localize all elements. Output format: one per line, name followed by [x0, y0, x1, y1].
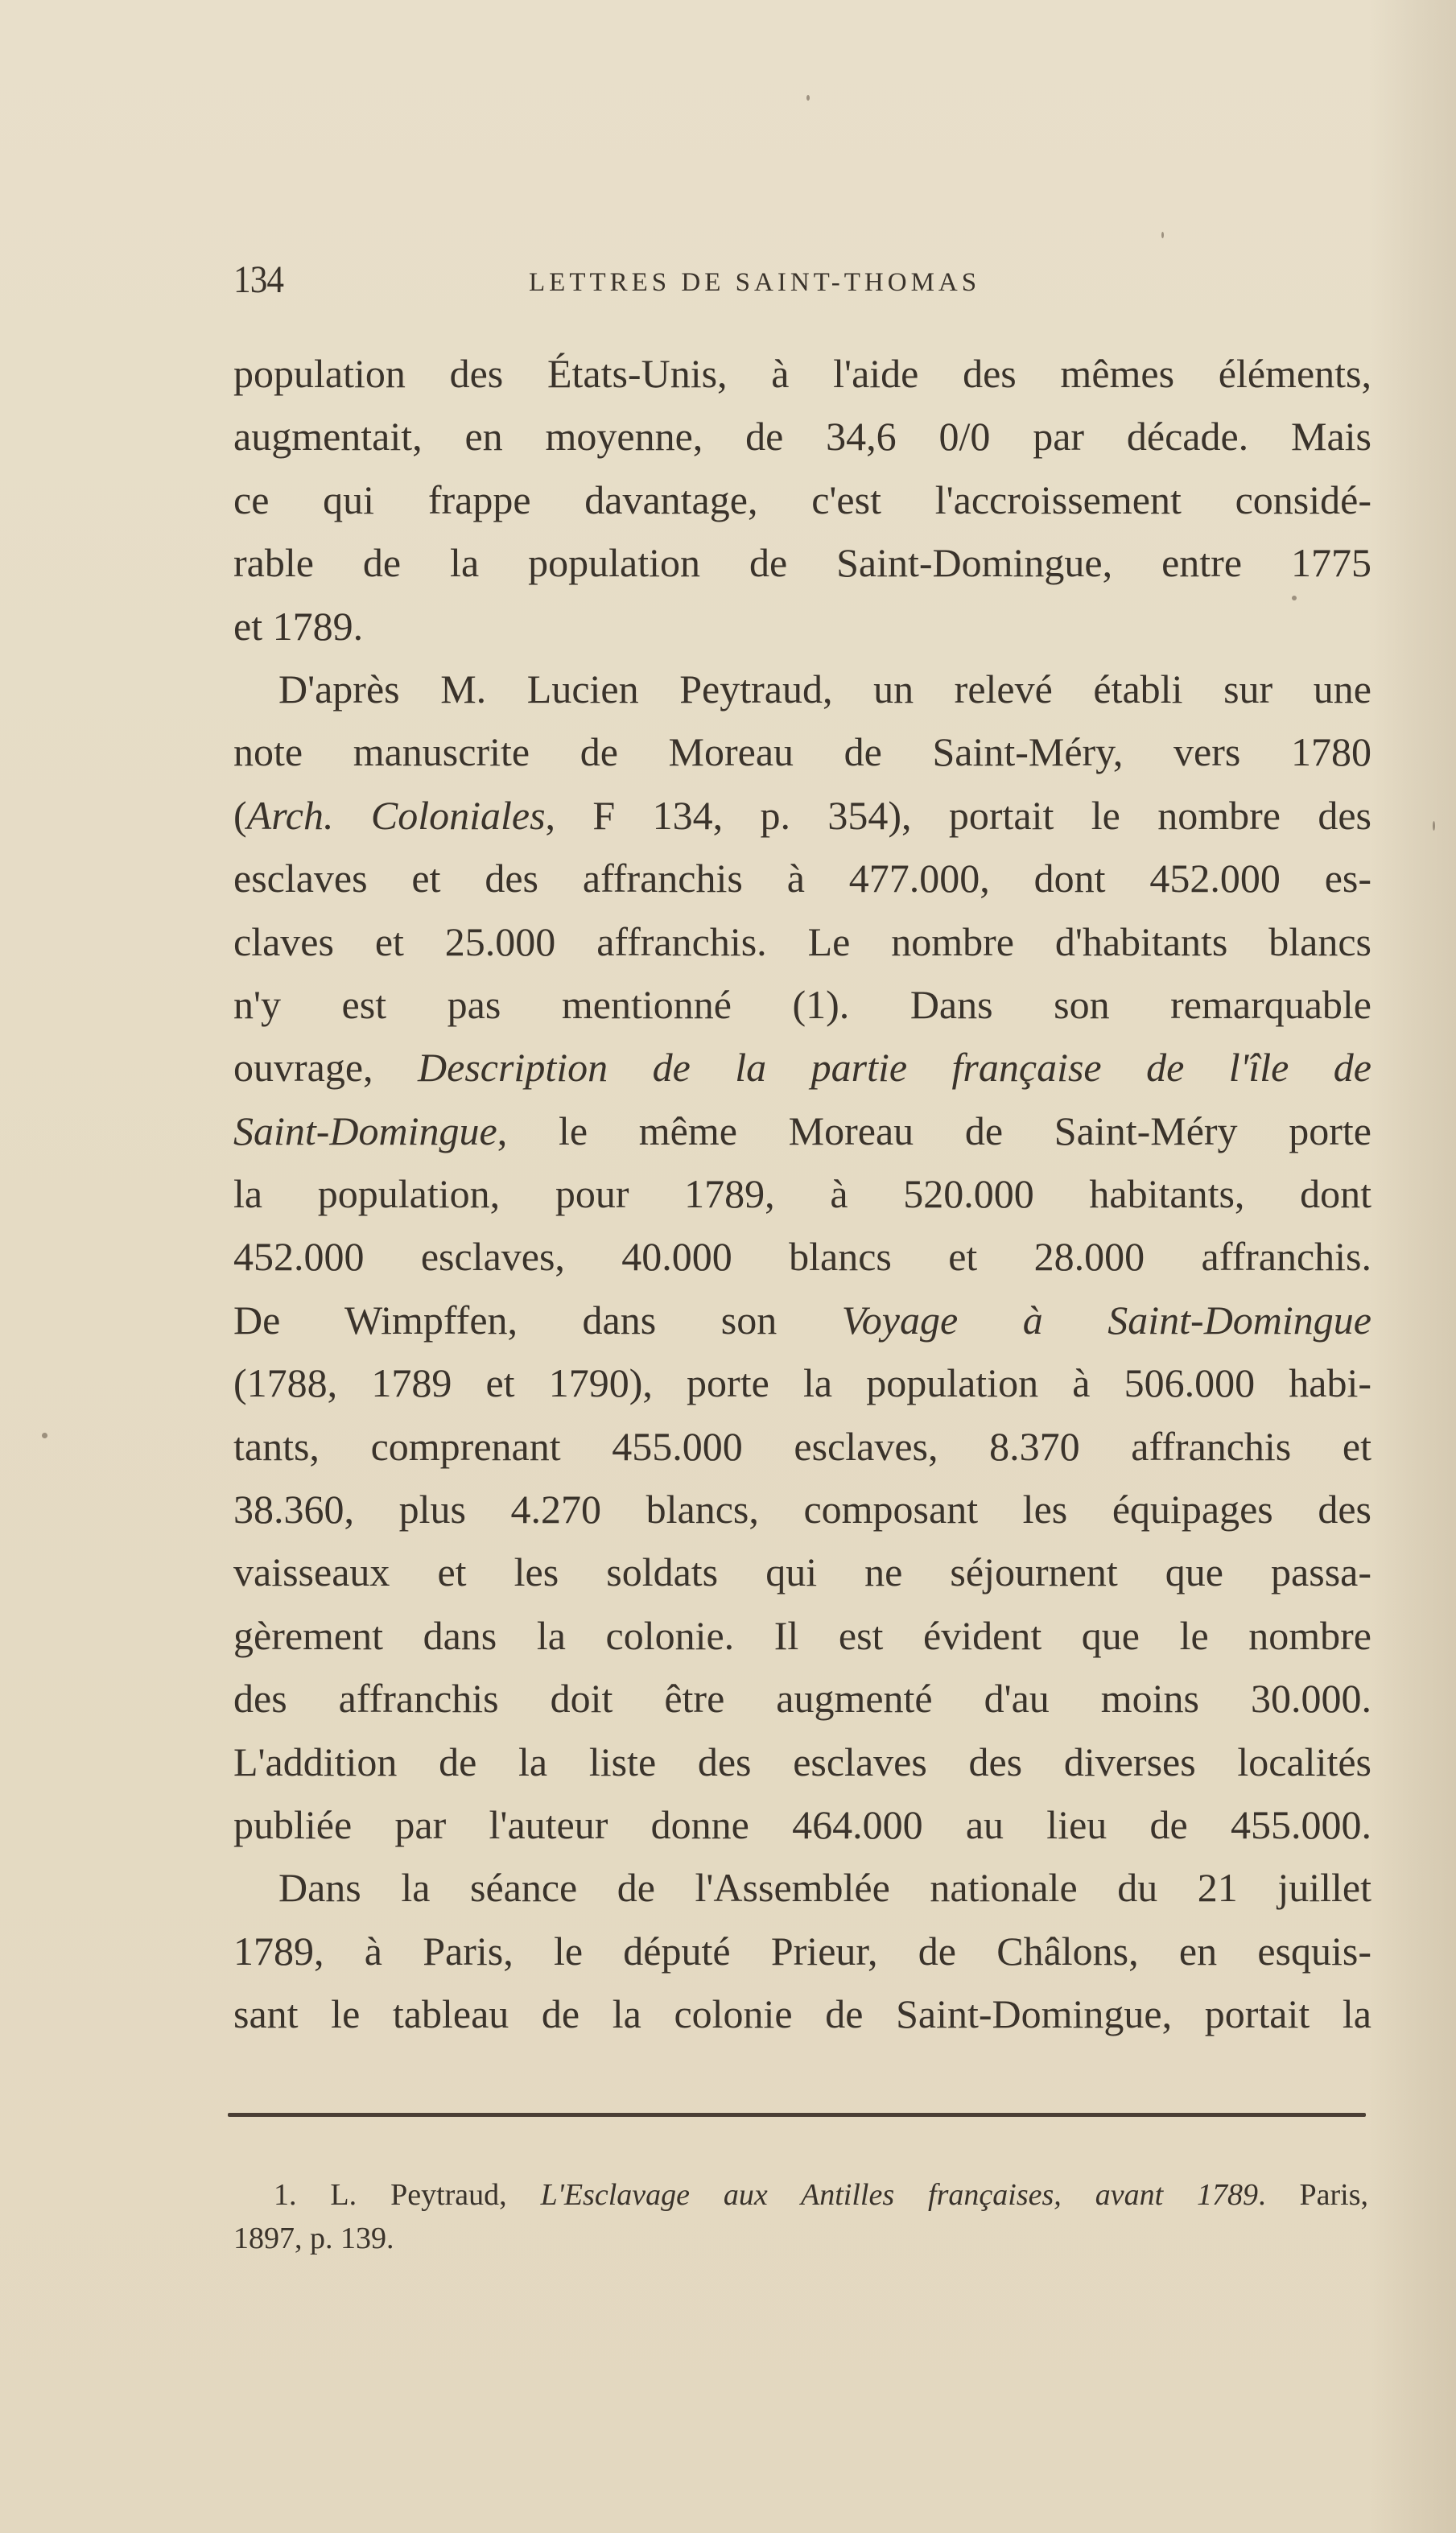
text-line: publiée par l'auteur donne 464.000 au lieu de 455.000. — [233, 1801, 1371, 1847]
running-title: LETTRES DE SAINT-THOMAS — [529, 268, 981, 297]
footnote-line — [233, 2173, 1368, 2217]
text-line: 452.000 esclaves, 40.000 blancs et 28.000 affranchis. — [233, 1234, 1371, 1280]
text-line: Dans la séance de l'Assemblée nationale du 21 juillet — [278, 1865, 1371, 1911]
footnote-separator-rule — [228, 2113, 1366, 2117]
italic-title: Voyage à Saint-Domingue — [841, 1297, 1371, 1343]
text-line: des affranchis doit être augmenté d'au moins 30.000. — [233, 1676, 1371, 1722]
text-line: tants, comprenant 455.000 esclaves, 8.370 affranchis et — [233, 1423, 1371, 1469]
text-run: . Paris, — [1258, 2178, 1368, 2212]
text-line: note manuscrite de Moreau de Saint-Méry, vers 1780 — [233, 729, 1371, 775]
footnotes — [233, 2173, 1368, 2260]
paper-speck — [1433, 821, 1435, 831]
italic-title: L'Esclavage aux Antilles françaises, avant 1789 — [540, 2178, 1259, 2212]
text-line: D'après M. Lucien Peytraud, un relevé établi sur une — [278, 666, 1371, 712]
text-line: sant le tableau de la colonie de Saint-Domingue, portait la — [233, 1991, 1371, 2037]
text-line: esclaves et des affranchis à 477.000, dont 452.000 es- — [233, 856, 1371, 901]
text-line: rable de la population de Saint-Domingue, entre 1775 — [233, 540, 1371, 586]
footnote-line: 1897, p. 139. — [233, 2222, 394, 2255]
text-line — [233, 1036, 1371, 1099]
italic-title: Description de la partie française de l'île de — [418, 1045, 1371, 1091]
text-line — [233, 1099, 1371, 1162]
text-line: population des États-Unis, à l'aide des mêmes éléments, — [233, 351, 1371, 396]
text-run: L. Peytraud, — [296, 2178, 541, 2212]
text-line: la population, pour 1789, à 520.000 habitants, dont — [233, 1171, 1371, 1217]
text-line — [233, 784, 1371, 847]
paper-speck — [42, 1433, 47, 1438]
body-text — [233, 342, 1371, 2046]
text-run: , le même Moreau de Saint-Méry porte — [497, 1108, 1371, 1153]
text-line: (1788, 1789 et 1790), porte la population à 506.000 habi- — [233, 1360, 1371, 1406]
text-line: claves et 25.000 affranchis. Le nombre d'habitants blancs — [233, 918, 1371, 964]
text-line: vaisseaux et les soldats qui ne séjournent que passa- — [233, 1549, 1371, 1595]
text-line: augmentait, en moyenne, de 34,6 0/0 par décade. Mais — [233, 414, 1371, 460]
running-head — [233, 256, 1368, 304]
text-line: L'addition de la liste des esclaves des diverses localités — [233, 1739, 1371, 1784]
text-line — [233, 1289, 1371, 1351]
italic-title: Saint-Domingue — [233, 1108, 497, 1153]
paper-speck — [1292, 596, 1297, 600]
text-run: ouvrage, — [233, 1045, 419, 1091]
page-number: 134 — [233, 258, 284, 301]
text-run: ( — [233, 792, 247, 838]
text-run: De Wimpffen, dans son — [233, 1297, 842, 1343]
text-line: ce qui frappe davantage, c'est l'accroissement considé- — [233, 476, 1371, 522]
text-line: gèrement dans la colonie. Il est évident que le nombre — [233, 1612, 1371, 1658]
paper-speck — [806, 95, 810, 101]
text-run: , F 134, p. 354), portait le nombre des — [545, 792, 1371, 838]
footnote-marker: 1. — [274, 2178, 297, 2212]
italic-title: Arch. Coloniales — [246, 792, 546, 838]
text-line: n'y est pas mentionné (1). Dans son remarquable — [233, 981, 1371, 1027]
text-line: 1789, à Paris, le député Prieur, de Châlons, en esquis- — [233, 1928, 1371, 1974]
text-line: 38.360, plus 4.270 blancs, composant les équipages des — [233, 1487, 1371, 1533]
paper-speck — [1161, 232, 1164, 238]
text-line: et 1789. — [233, 603, 364, 649]
